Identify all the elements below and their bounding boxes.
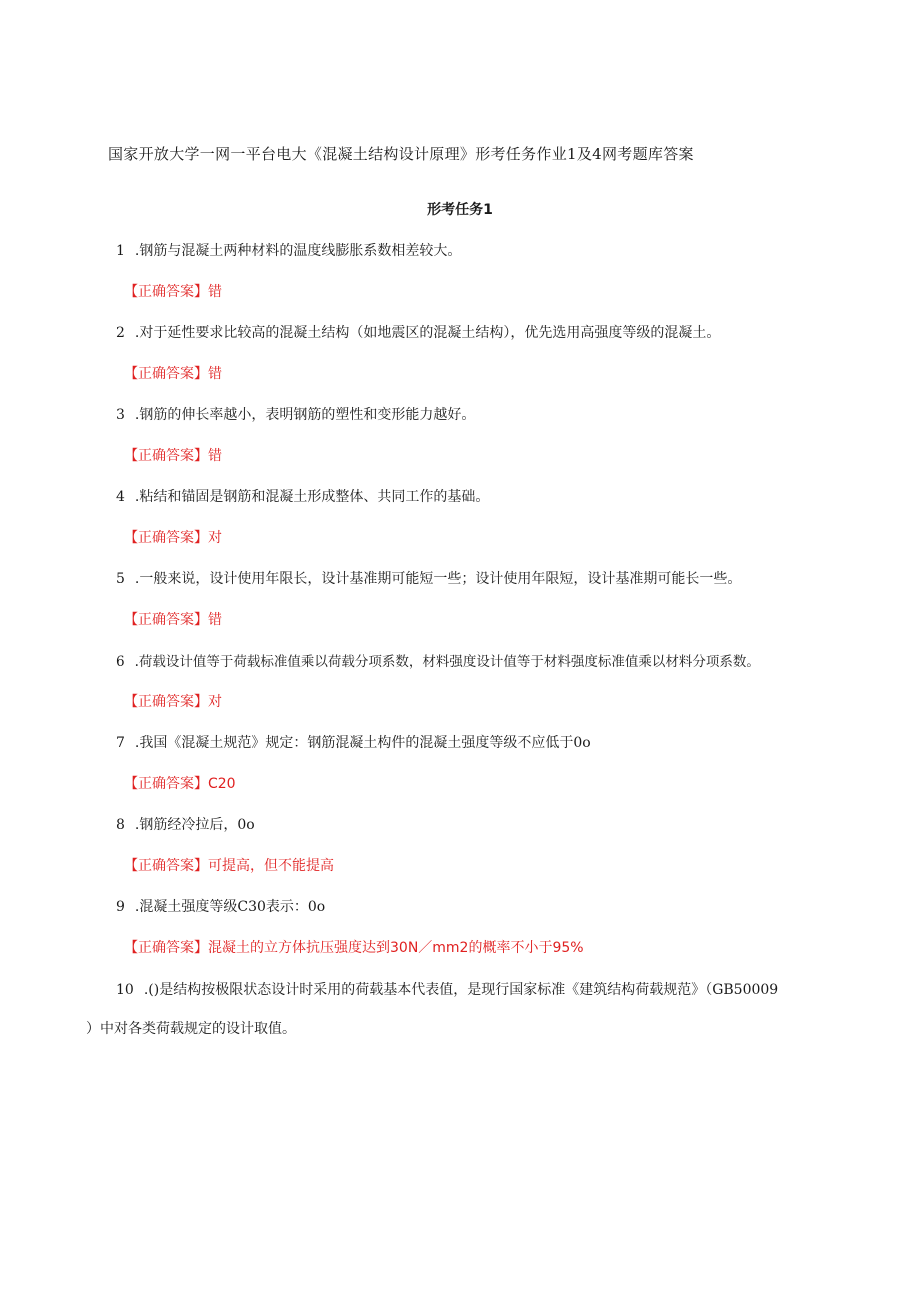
question-text: .一般来说，设计使用年限长，设计基准期可能短一些；设计使用年限短，设计基准期可能长一些。 [134, 571, 742, 587]
answer-9 [124, 937, 584, 957]
answer-value: 错 [208, 284, 222, 300]
question-text: .混凝土强度等级C30表示：0o [134, 899, 326, 915]
answer-4 [124, 527, 222, 547]
answer-value: C20 [208, 776, 236, 792]
question-10 [116, 979, 778, 999]
question-text: .钢筋的伸长率越小，表明钢筋的塑性和变形能力越好。 [134, 407, 476, 423]
question-number: 1 [116, 243, 125, 259]
answer-value: 可提高，但不能提高 [208, 858, 334, 874]
answer-value: 错 [208, 612, 222, 628]
answer-label: 【正确答案】 [124, 858, 208, 874]
question-number: 10 [116, 982, 134, 998]
question-number: 3 [116, 407, 125, 423]
answer-2 [124, 363, 222, 383]
question-3 [116, 404, 475, 424]
section-title: 形考任务1 [427, 202, 493, 218]
question-number: 2 [116, 325, 125, 341]
answer-8 [124, 855, 334, 875]
answer-3 [124, 445, 222, 465]
answer-5 [124, 609, 222, 629]
question-8 [116, 814, 255, 834]
question-4 [116, 486, 489, 506]
answer-label: 【正确答案】 [124, 940, 208, 956]
question-10-continuation: ）中对各类荷载规定的设计取值。 [86, 1021, 296, 1037]
question-7 [116, 732, 591, 752]
answer-value: 错 [208, 448, 222, 464]
question-text: .()是结构按极限状态设计时采用的荷载基本代表值，是现行国家标准《建筑结构荷载规范》（GB50009 [143, 982, 779, 998]
question-9 [116, 896, 325, 916]
question-text: .粘结和锚固是钢筋和混凝土形成整体、共同工作的基础。 [134, 489, 490, 505]
question-number: 5 [116, 571, 125, 587]
answer-label: 【正确答案】 [124, 366, 208, 382]
answer-label: 【正确答案】 [124, 776, 208, 792]
question-text: .荷载设计值等于荷载标准值乘以荷载分项系数，材料强度设计值等于材料强度标准值乘以材料分项系数。 [134, 654, 760, 670]
question-number: 7 [116, 735, 125, 751]
answer-label: 【正确答案】 [124, 448, 208, 464]
answer-value: 混凝土的立方体抗压强度达到30N／mm2的概率不小于95% [208, 940, 584, 956]
question-text: .对于延性要求比较高的混凝土结构（如地震区的混凝土结构），优先选用高强度等级的混凝土。 [134, 325, 721, 341]
answer-value: 对 [208, 530, 222, 546]
answer-value: 错 [208, 366, 222, 382]
question-number: 8 [116, 817, 125, 833]
question-text: .钢筋经冷拉后，0o [134, 817, 255, 833]
answer-1 [124, 281, 222, 301]
answer-7 [124, 773, 236, 793]
question-text: .我国《混凝土规范》规定：钢筋混凝土构件的混凝土强度等级不应低于0o [134, 735, 591, 751]
answer-value: 对 [208, 694, 222, 710]
question-number: 9 [116, 899, 125, 915]
question-6 [116, 650, 760, 670]
answer-label: 【正确答案】 [124, 530, 208, 546]
question-text: .钢筋与混凝土两种材料的温度线膨胀系数相差较大。 [134, 243, 462, 259]
answer-label: 【正确答案】 [124, 694, 208, 710]
question-1 [116, 240, 461, 260]
answer-label: 【正确答案】 [124, 284, 208, 300]
question-number: 4 [116, 489, 125, 505]
answer-label: 【正确答案】 [124, 612, 208, 628]
question-number: 6 [116, 654, 125, 670]
question-2 [116, 322, 720, 342]
answer-6 [124, 691, 222, 711]
document-title: 国家开放大学一网一平台电大《混凝土结构设计原理》形考任务作业1及4网考题库答案 [108, 145, 694, 163]
question-5 [116, 568, 741, 588]
